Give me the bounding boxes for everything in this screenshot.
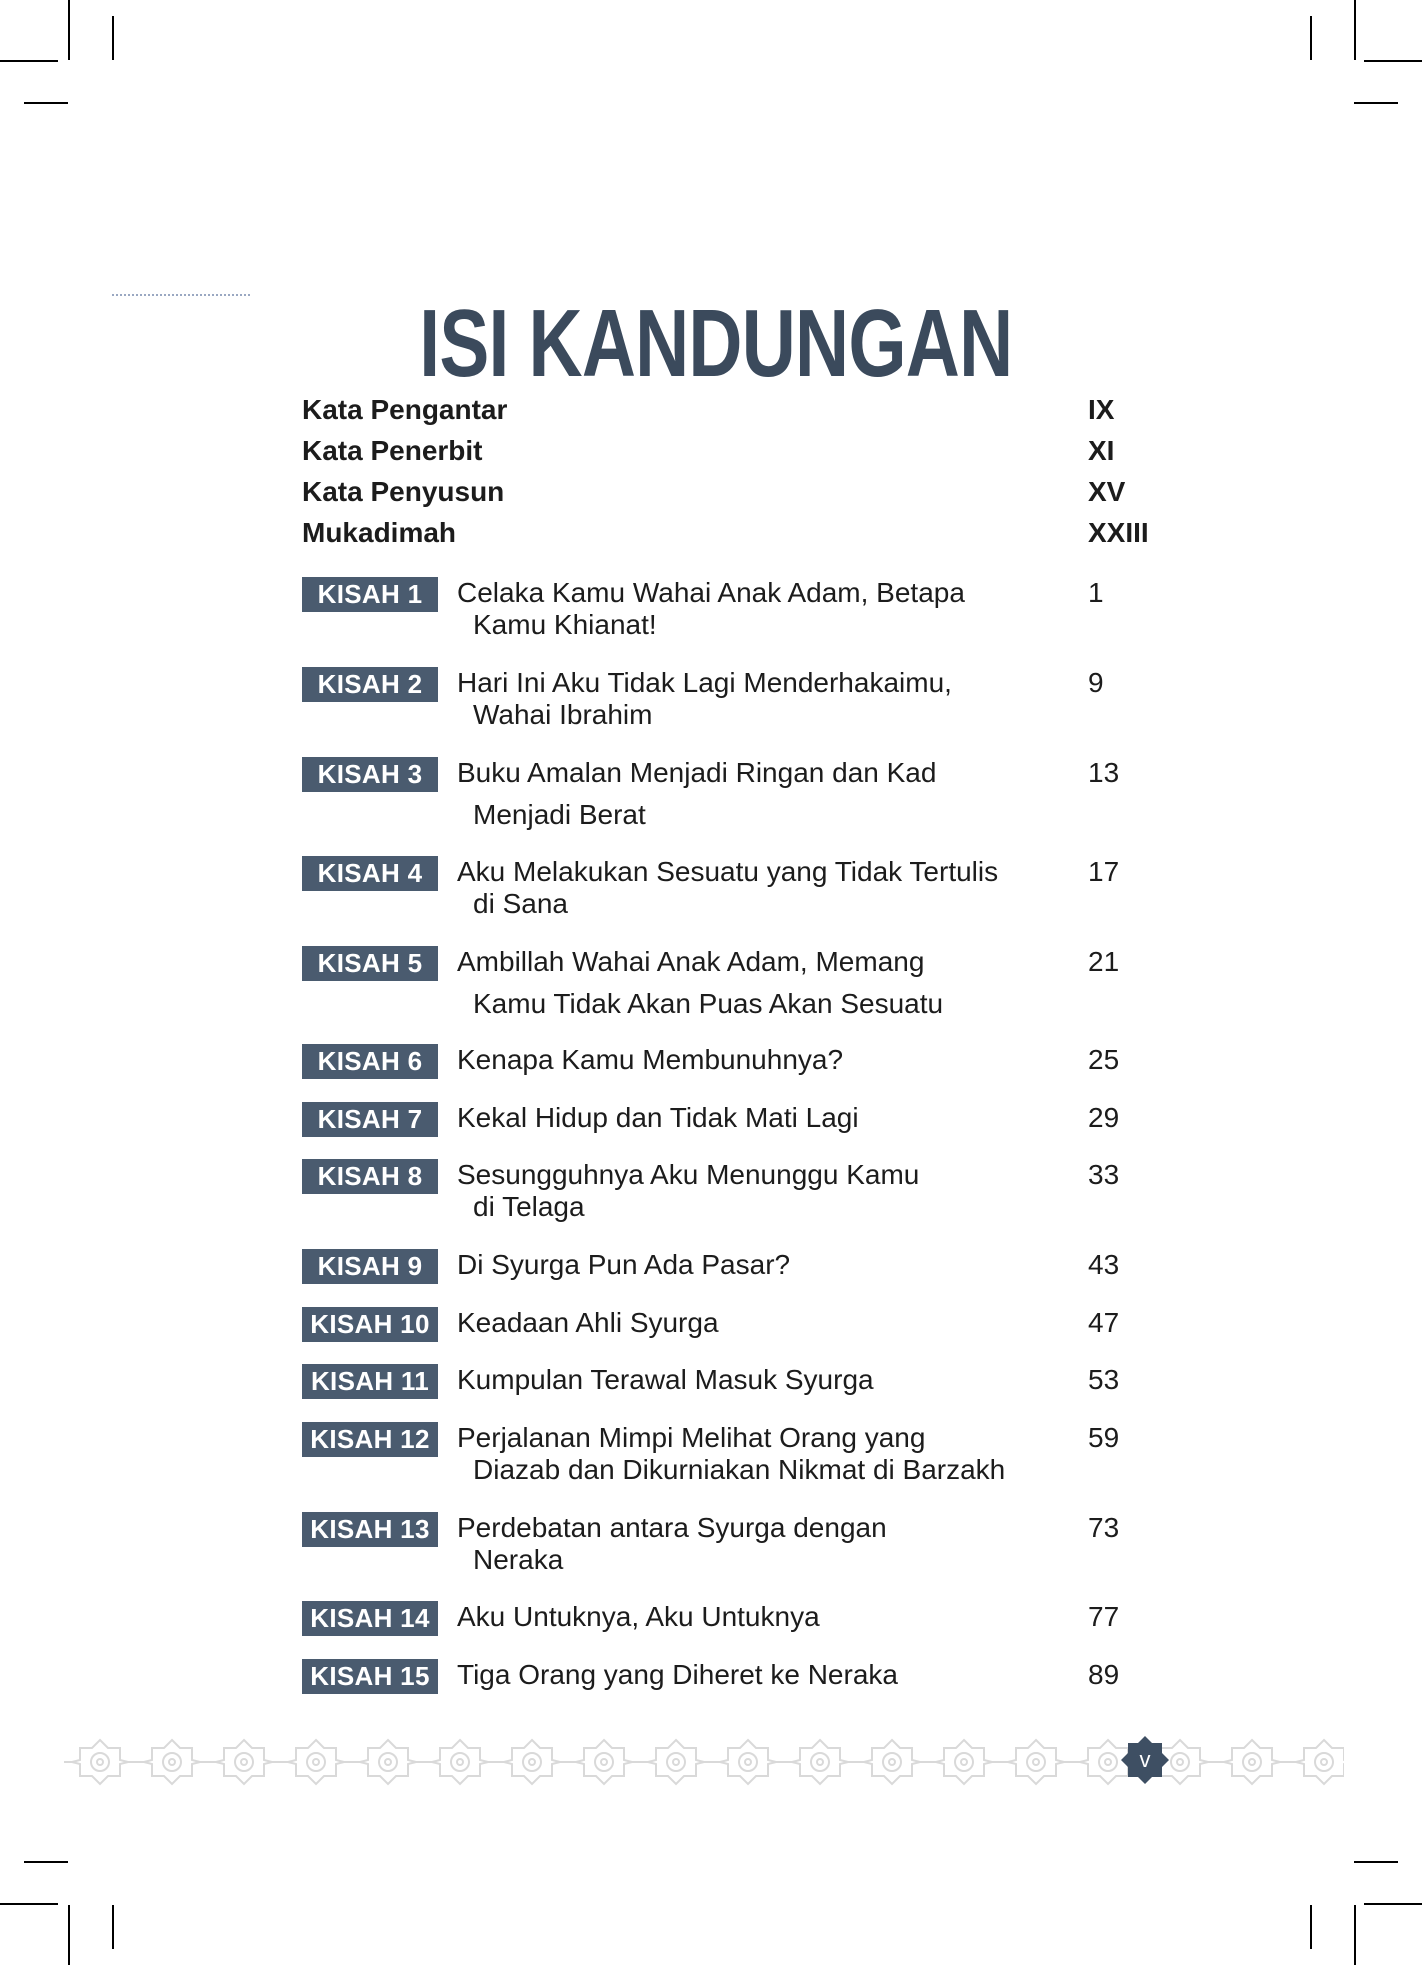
story-badge: KISAH 8 [302,1159,438,1194]
story-badge: KISAH 2 [302,667,438,702]
toc-entry[interactable] [302,666,1212,736]
entry-title: Kumpulan Terawal Masuk Syurga [457,1364,874,1395]
toc-entry[interactable] [302,1511,1212,1581]
story-badge: KISAH 6 [302,1044,438,1079]
entry-title-continued: Neraka [473,1544,564,1575]
entry-title: Kenapa Kamu Membunuhnya? [457,1044,844,1075]
entry-title: Perdebatan antara Syurga dengan [457,1512,887,1543]
entry-page: 33 [1088,1159,1120,1190]
front-matter-item[interactable] [302,394,1212,434]
entry-page: 59 [1088,1422,1120,1453]
toc-entry[interactable] [302,1248,1212,1288]
entry-page: 21 [1088,946,1120,977]
toc-entry[interactable] [302,1306,1212,1346]
entry-title: Keadaan Ahli Syurga [457,1307,719,1338]
story-badge: KISAH 13 [302,1512,438,1547]
entry-title-continued: Menjadi Berat [473,799,646,830]
entry-title: Kekal Hidup dan Tidak Mati Lagi [457,1102,859,1133]
entry-title: Celaka Kamu Wahai Anak Adam, Betapa [457,577,965,608]
entry-title: Aku Melakukan Sesuatu yang Tidak Tertulis [457,856,999,887]
toc-entry[interactable] [302,1421,1212,1491]
entry-page: 43 [1088,1249,1120,1280]
front-matter-page: XXIII [1088,517,1149,548]
entry-page: 25 [1088,1044,1120,1075]
entry-title-continued: di Telaga [473,1191,585,1222]
entry-title-continued: Wahai Ibrahim [473,699,653,730]
entry-page: 9 [1088,667,1104,698]
front-matter-item[interactable] [302,517,1212,557]
page-title: ISI KANDUNGAN [419,290,1013,398]
story-badge: KISAH 14 [302,1601,438,1636]
entry-page: 47 [1088,1307,1120,1338]
toc-entry[interactable] [302,1658,1212,1698]
toc-entry[interactable] [302,1043,1212,1083]
front-matter-label: Kata Penyusun [302,476,505,507]
entry-page: 73 [1088,1512,1120,1543]
story-badge: KISAH 5 [302,946,438,981]
story-badge: KISAH 4 [302,856,438,891]
entry-title-continued: Diazab dan Dikurniakan Nikmat di Barzakh [473,1454,1006,1485]
toc-entry[interactable] [302,1158,1212,1228]
story-badge: KISAH 1 [302,577,438,612]
story-badge: KISAH 12 [302,1422,438,1457]
entry-title-continued: Kamu Khianat! [473,609,657,640]
page-number: v [1139,1747,1151,1772]
story-badge: KISAH 11 [302,1364,438,1399]
entry-title: Sesungguhnya Aku Menunggu Kamu [457,1159,920,1190]
front-matter-page: XI [1088,435,1115,466]
toc-entry[interactable] [302,576,1212,646]
front-matter-item[interactable] [302,435,1212,475]
entry-page: 17 [1088,856,1120,887]
entry-title: Aku Untuknya, Aku Untuknya [457,1601,820,1632]
entry-title: Di Syurga Pun Ada Pasar? [457,1249,791,1280]
toc-entry[interactable] [302,756,1212,836]
front-matter-label: Kata Pengantar [302,394,508,425]
entry-page: 89 [1088,1659,1120,1690]
toc-entry[interactable] [302,855,1212,925]
front-matter-label: Kata Penerbit [302,435,483,466]
toc-entry[interactable] [302,1363,1212,1403]
entry-page: 53 [1088,1364,1120,1395]
entry-title-continued: di Sana [473,888,568,919]
front-matter-item[interactable] [302,476,1212,516]
story-badge: KISAH 3 [302,757,438,792]
toc-entry[interactable] [302,945,1212,1025]
entry-title: Ambillah Wahai Anak Adam, Memang [457,946,925,977]
front-matter-page: XV [1088,476,1126,507]
entry-title: Hari Ini Aku Tidak Lagi Menderhakaimu, [457,667,952,698]
story-badge: KISAH 15 [302,1659,438,1694]
entry-page: 13 [1088,757,1120,788]
toc-entry[interactable] [302,1600,1212,1640]
entry-page: 77 [1088,1601,1120,1632]
front-matter-page: IX [1088,394,1115,425]
story-badge: KISAH 10 [302,1307,438,1342]
front-matter-label: Mukadimah [302,517,457,548]
toc-entry[interactable] [302,1101,1212,1141]
story-badge: KISAH 9 [302,1249,438,1284]
entry-page: 29 [1088,1102,1120,1133]
entry-page: 1 [1088,577,1104,608]
entry-title: Perjalanan Mimpi Melihat Orang yang [457,1422,926,1453]
entry-title: Tiga Orang yang Diheret ke Neraka [457,1659,898,1690]
entry-title-continued: Kamu Tidak Akan Puas Akan Sesuatu [473,988,944,1019]
story-badge: KISAH 7 [302,1102,438,1137]
entry-title: Buku Amalan Menjadi Ringan dan Kad [457,757,937,788]
